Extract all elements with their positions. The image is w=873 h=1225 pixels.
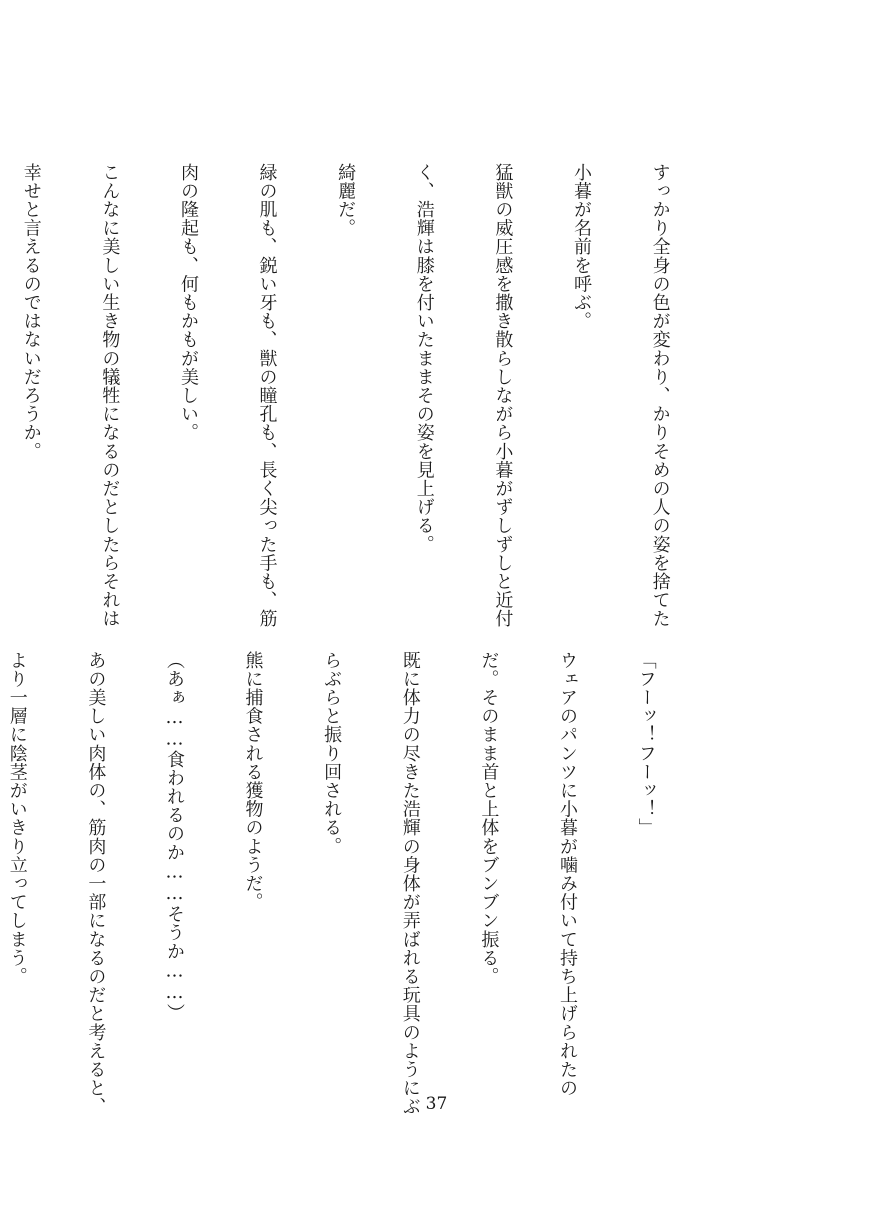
text-line: あの美しい肉体の、筋肉の一部になるのだと考えると、 — [85, 651, 107, 1116]
text-line: 「フーッ！フーッ！」 — [635, 651, 657, 837]
text-line: ウェアのパンツに小暮が噛み付いて持ち上げられたの — [556, 651, 578, 1098]
text-line: 熊に捕食される獲物のようだ。 — [242, 651, 264, 912]
text-line: く、浩輝は膝を付いたままその姿を見上げる。 — [413, 163, 435, 554]
text-line: 猛獣の威圧感を撒き散らしながら小暮がずしずしと近付 — [492, 163, 514, 628]
text-line: らぶらと振り回される。 — [321, 651, 343, 856]
text-line: だ。そのまま首と上体をブンブン振る。 — [478, 651, 500, 986]
text-line: （あぁ……食われるのか……そうか……） — [163, 651, 185, 1023]
text-line: 既に体力の尽きた浩輝の身体が弄ばれる玩具のようにぶ — [399, 651, 421, 1116]
text-block-top — [0, 163, 725, 628]
text-line: 小暮が名前を呼ぶ。 — [570, 163, 592, 331]
text-line: 緑の肌も、鋭い牙も、獣の瞳孔も、長く尖った手も、筋 — [256, 163, 278, 628]
text-line: 肉の隆起も、何もかもが美しい。 — [177, 163, 199, 442]
page-number: 37 — [425, 1094, 448, 1114]
text-line: こんなに美しい生き物の犠牲になるのだとしたらそれは — [99, 163, 121, 628]
text-line: より一層に陰茎がいきり立ってしまう。 — [6, 651, 28, 986]
text-line: 幸せと言えるのではないだろうか。 — [20, 163, 42, 461]
text-line: 綺麗だ。 — [335, 163, 357, 238]
text-line: すっかり全身の色が変わり、かりそめの人の姿を捨てた — [649, 163, 671, 628]
